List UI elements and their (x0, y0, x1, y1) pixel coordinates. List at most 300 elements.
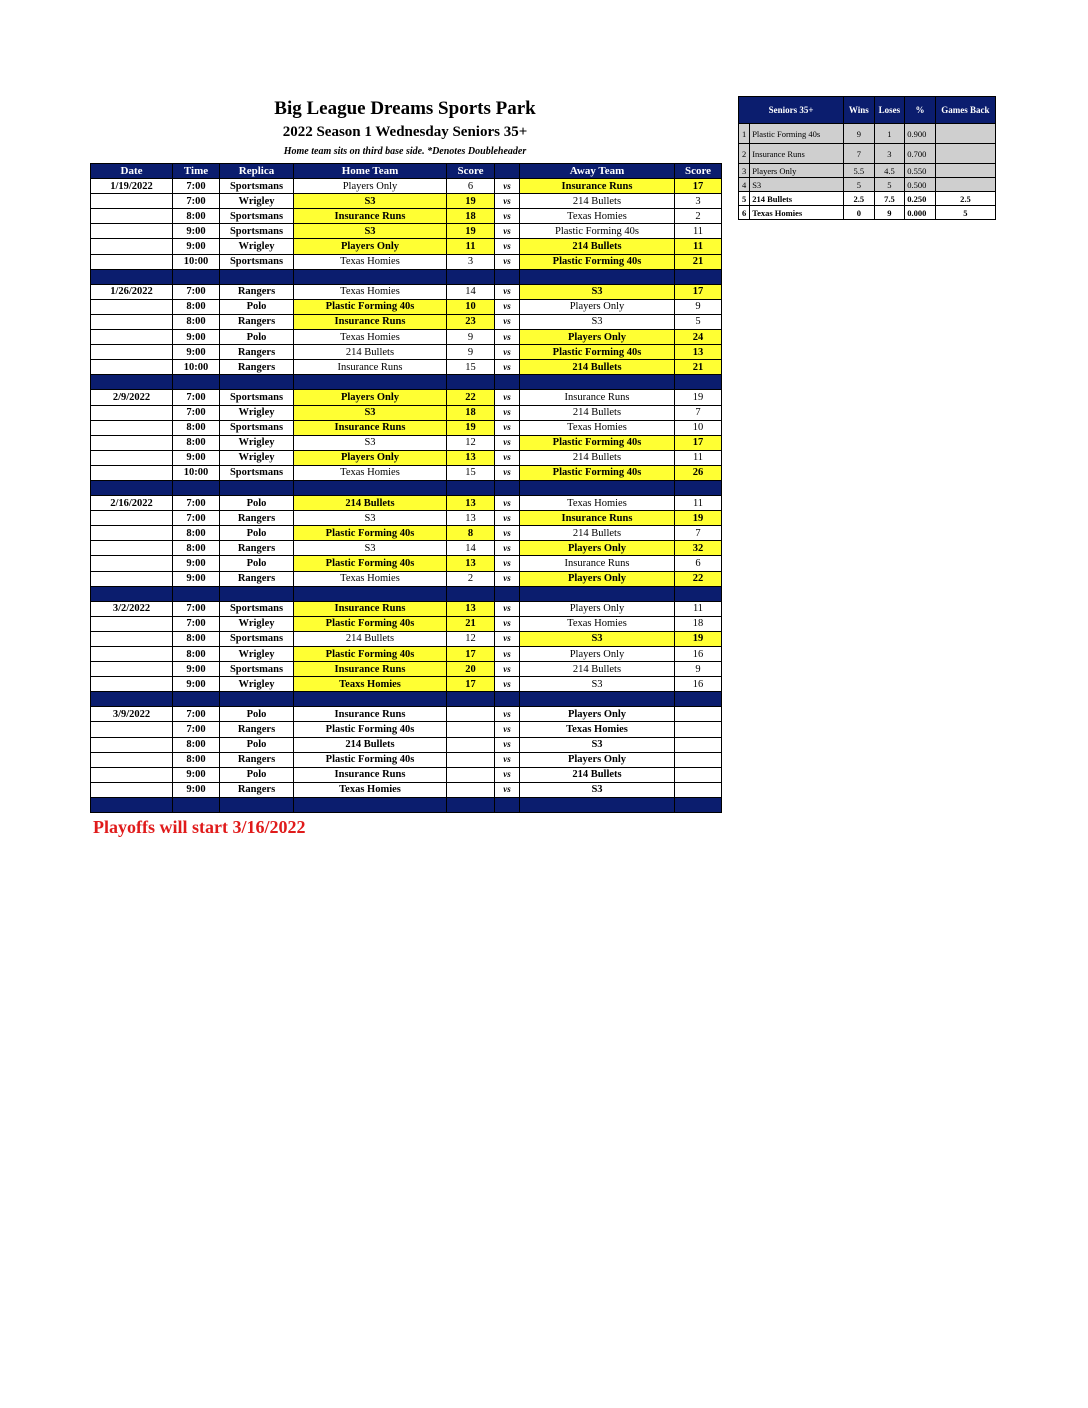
date-cell (91, 677, 173, 692)
date-cell: 1/19/2022 (91, 179, 173, 194)
home-team-cell: Texas Homies (294, 571, 447, 586)
time-cell: 9:00 (173, 450, 220, 465)
rank-cell: 1 (739, 124, 750, 144)
home-team-cell: Players Only (294, 239, 447, 254)
standings-row (739, 144, 996, 164)
table-row (91, 330, 722, 345)
rank-cell: 2 (739, 144, 750, 164)
away-team-cell: Players Only (520, 330, 675, 345)
away-team-cell: Insurance Runs (520, 511, 675, 526)
time-cell: 9:00 (173, 239, 220, 254)
table-row (91, 179, 722, 194)
separator-cell (495, 375, 520, 390)
replica-cell: Wrigley (220, 239, 294, 254)
away-team-cell: Players Only (520, 299, 675, 314)
separator-cell (220, 797, 294, 812)
date-cell: 2/16/2022 (91, 496, 173, 511)
home-score-cell (447, 707, 495, 722)
time-cell: 10:00 (173, 254, 220, 269)
separator-cell (520, 375, 675, 390)
table-row (91, 631, 722, 646)
replica-cell: Rangers (220, 511, 294, 526)
home-score-cell: 21 (447, 616, 495, 631)
replica-cell: Rangers (220, 345, 294, 360)
vs-cell: vs (495, 179, 520, 194)
replica-cell: Sportsmans (220, 631, 294, 646)
vs-cell: vs (495, 345, 520, 360)
replica-cell: Sportsmans (220, 390, 294, 405)
home-team-cell: 214 Bullets (294, 737, 447, 752)
home-score-cell: 13 (447, 450, 495, 465)
games-back-cell (935, 178, 995, 192)
time-cell: 8:00 (173, 752, 220, 767)
separator-cell (675, 375, 722, 390)
time-cell: 9:00 (173, 345, 220, 360)
loses-cell: 9 (874, 206, 905, 220)
away-score-cell: 10 (675, 420, 722, 435)
team-cell: S3 (750, 178, 844, 192)
home-team-cell: Players Only (294, 450, 447, 465)
table-row (91, 752, 722, 767)
wins-cell: 5.5 (844, 164, 875, 178)
away-score-cell: 17 (675, 284, 722, 299)
team-cell: Insurance Runs (750, 144, 844, 164)
date-cell (91, 194, 173, 209)
away-team-cell: 214 Bullets (520, 194, 675, 209)
date-cell (91, 752, 173, 767)
replica-cell: Sportsmans (220, 179, 294, 194)
away-score-cell: 6 (675, 556, 722, 571)
home-score-cell: 12 (447, 435, 495, 450)
vs-cell: vs (495, 616, 520, 631)
home-score-cell: 3 (447, 254, 495, 269)
separator-cell (91, 586, 173, 601)
away-score-cell: 26 (675, 465, 722, 480)
away-team-cell: Players Only (520, 601, 675, 616)
home-score-cell (447, 782, 495, 797)
wins-cell: 2.5 (844, 192, 875, 206)
replica-cell: Polo (220, 707, 294, 722)
home-team-cell: Texas Homies (294, 254, 447, 269)
replica-cell: Rangers (220, 314, 294, 329)
standings-table (738, 96, 996, 220)
table-row (91, 496, 722, 511)
date-cell (91, 526, 173, 541)
away-team-cell: S3 (520, 314, 675, 329)
vs-cell: vs (495, 631, 520, 646)
pct-cell: 0.550 (905, 164, 936, 178)
time-cell: 8:00 (173, 541, 220, 556)
date-cell (91, 737, 173, 752)
home-score-cell: 20 (447, 662, 495, 677)
away-team-cell: Players Only (520, 752, 675, 767)
standings-body (739, 124, 996, 220)
separator-cell (294, 692, 447, 707)
vs-cell: vs (495, 707, 520, 722)
pct-cell: 0.000 (905, 206, 936, 220)
vs-cell: vs (495, 390, 520, 405)
home-team-cell: Players Only (294, 390, 447, 405)
home-score-cell: 14 (447, 541, 495, 556)
time-cell: 7:00 (173, 722, 220, 737)
col-time: Time (173, 164, 220, 179)
home-score-cell (447, 737, 495, 752)
date-cell (91, 647, 173, 662)
away-score-cell: 9 (675, 662, 722, 677)
loses-cell: 5 (874, 178, 905, 192)
date-cell (91, 299, 173, 314)
date-cell (91, 782, 173, 797)
games-back-cell: 5 (935, 206, 995, 220)
separator-cell (520, 692, 675, 707)
date-cell (91, 254, 173, 269)
home-score-cell: 19 (447, 224, 495, 239)
team-cell: 214 Bullets (750, 192, 844, 206)
standings-col-loses: Loses (874, 97, 905, 124)
time-cell: 8:00 (173, 299, 220, 314)
separator-cell (294, 480, 447, 495)
separator-cell (675, 480, 722, 495)
separator-cell (520, 269, 675, 284)
replica-cell: Rangers (220, 571, 294, 586)
loses-cell: 7.5 (874, 192, 905, 206)
vs-cell: vs (495, 284, 520, 299)
home-score-cell: 14 (447, 284, 495, 299)
replica-cell: Sportsmans (220, 420, 294, 435)
time-cell: 7:00 (173, 194, 220, 209)
col-away-score: Score (675, 164, 722, 179)
home-team-cell: Players Only (294, 179, 447, 194)
separator-cell (447, 586, 495, 601)
table-row (91, 541, 722, 556)
home-score-cell (447, 722, 495, 737)
home-team-cell: Insurance Runs (294, 420, 447, 435)
table-row (91, 707, 722, 722)
separator-cell (495, 692, 520, 707)
replica-cell: Polo (220, 526, 294, 541)
time-cell: 7:00 (173, 390, 220, 405)
vs-cell: vs (495, 224, 520, 239)
away-score-cell: 11 (675, 496, 722, 511)
vs-cell: vs (495, 571, 520, 586)
separator-cell (520, 480, 675, 495)
home-score-cell: 8 (447, 526, 495, 541)
table-row (91, 782, 722, 797)
wins-cell: 9 (844, 124, 875, 144)
separator-cell (447, 375, 495, 390)
vs-cell: vs (495, 465, 520, 480)
away-score-cell (675, 782, 722, 797)
vs-cell: vs (495, 752, 520, 767)
week-separator (91, 375, 722, 390)
away-score-cell: 19 (675, 390, 722, 405)
schedule-header-row (91, 164, 722, 179)
vs-cell: vs (495, 767, 520, 782)
away-team-cell: Players Only (520, 541, 675, 556)
away-score-cell: 22 (675, 571, 722, 586)
home-score-cell: 12 (447, 631, 495, 646)
date-cell (91, 616, 173, 631)
away-team-cell: 214 Bullets (520, 405, 675, 420)
vs-cell: vs (495, 526, 520, 541)
separator-cell (173, 586, 220, 601)
table-row (91, 360, 722, 375)
home-score-cell: 23 (447, 314, 495, 329)
date-cell (91, 420, 173, 435)
home-score-cell: 18 (447, 405, 495, 420)
separator-cell (220, 375, 294, 390)
table-row (91, 209, 722, 224)
date-cell (91, 405, 173, 420)
replica-cell: Sportsmans (220, 601, 294, 616)
rank-cell: 5 (739, 192, 750, 206)
wins-cell: 7 (844, 144, 875, 164)
away-score-cell: 21 (675, 254, 722, 269)
home-team-cell: Plastic Forming 40s (294, 752, 447, 767)
away-score-cell: 32 (675, 541, 722, 556)
pct-cell: 0.500 (905, 178, 936, 192)
standings-row (739, 124, 996, 144)
separator-cell (173, 797, 220, 812)
away-score-cell (675, 722, 722, 737)
home-score-cell: 17 (447, 647, 495, 662)
standings-row (739, 206, 996, 220)
rank-cell: 6 (739, 206, 750, 220)
time-cell: 9:00 (173, 330, 220, 345)
away-team-cell: Plastic Forming 40s (520, 345, 675, 360)
vs-cell: vs (495, 405, 520, 420)
table-row (91, 737, 722, 752)
date-cell (91, 767, 173, 782)
time-cell: 7:00 (173, 496, 220, 511)
date-cell: 1/26/2022 (91, 284, 173, 299)
replica-cell: Rangers (220, 284, 294, 299)
away-score-cell: 11 (675, 224, 722, 239)
vs-cell: vs (495, 330, 520, 345)
home-team-cell: Insurance Runs (294, 360, 447, 375)
date-cell (91, 345, 173, 360)
table-row (91, 345, 722, 360)
home-team-cell: 214 Bullets (294, 631, 447, 646)
away-team-cell: Plastic Forming 40s (520, 465, 675, 480)
table-row (91, 435, 722, 450)
home-team-cell: S3 (294, 405, 447, 420)
home-score-cell: 13 (447, 601, 495, 616)
vs-cell: vs (495, 782, 520, 797)
away-team-cell: Texas Homies (520, 420, 675, 435)
replica-cell: Sportsmans (220, 224, 294, 239)
time-cell: 7:00 (173, 179, 220, 194)
vs-cell: vs (495, 360, 520, 375)
home-team-cell: Plastic Forming 40s (294, 526, 447, 541)
home-score-cell: 19 (447, 194, 495, 209)
wins-cell: 5 (844, 178, 875, 192)
table-row (91, 299, 722, 314)
time-cell: 9:00 (173, 571, 220, 586)
away-score-cell: 17 (675, 435, 722, 450)
standings-division: Seniors 35+ (739, 97, 844, 124)
col-date: Date (91, 164, 173, 179)
replica-cell: Rangers (220, 782, 294, 797)
replica-cell: Wrigley (220, 435, 294, 450)
table-row (91, 284, 722, 299)
col-away-team: Away Team (520, 164, 675, 179)
away-score-cell: 16 (675, 647, 722, 662)
date-cell (91, 511, 173, 526)
time-cell: 9:00 (173, 782, 220, 797)
away-score-cell: 11 (675, 239, 722, 254)
time-cell: 8:00 (173, 314, 220, 329)
home-score-cell: 13 (447, 511, 495, 526)
time-cell: 9:00 (173, 677, 220, 692)
separator-cell (91, 692, 173, 707)
date-cell (91, 314, 173, 329)
vs-cell: vs (495, 254, 520, 269)
time-cell: 9:00 (173, 224, 220, 239)
away-score-cell: 13 (675, 345, 722, 360)
playoffs-note: Playoffs will start 3/16/2022 (93, 817, 306, 837)
replica-cell: Sportsmans (220, 254, 294, 269)
away-team-cell: Plastic Forming 40s (520, 224, 675, 239)
time-cell: 7:00 (173, 707, 220, 722)
vs-cell: vs (495, 601, 520, 616)
week-separator (91, 480, 722, 495)
time-cell: 8:00 (173, 631, 220, 646)
table-row (91, 239, 722, 254)
week-separator (91, 586, 722, 601)
replica-cell: Sportsmans (220, 209, 294, 224)
standings-row (739, 192, 996, 206)
page-subtitle: 2022 Season 1 Wednesday Seniors 35+ (282, 124, 528, 140)
loses-cell: 3 (874, 144, 905, 164)
separator-cell (294, 375, 447, 390)
page-title: Big League Dreams Sports Park (274, 98, 536, 119)
loses-cell: 4.5 (874, 164, 905, 178)
date-cell (91, 662, 173, 677)
rank-cell: 4 (739, 178, 750, 192)
wins-cell: 0 (844, 206, 875, 220)
away-score-cell: 21 (675, 360, 722, 375)
separator-cell (520, 586, 675, 601)
games-back-cell (935, 124, 995, 144)
vs-cell: vs (495, 556, 520, 571)
replica-cell: Sportsmans (220, 465, 294, 480)
replica-cell: Wrigley (220, 405, 294, 420)
games-back-cell: 2.5 (935, 192, 995, 206)
replica-cell: Polo (220, 767, 294, 782)
time-cell: 8:00 (173, 435, 220, 450)
time-cell: 8:00 (173, 209, 220, 224)
away-score-cell (675, 707, 722, 722)
away-team-cell: S3 (520, 677, 675, 692)
away-team-cell: Insurance Runs (520, 556, 675, 571)
separator-cell (495, 269, 520, 284)
home-team-cell: 214 Bullets (294, 496, 447, 511)
time-cell: 7:00 (173, 284, 220, 299)
date-cell (91, 465, 173, 480)
col-home-score: Score (447, 164, 495, 179)
home-team-cell: Insurance Runs (294, 662, 447, 677)
replica-cell: Wrigley (220, 450, 294, 465)
away-team-cell: Players Only (520, 571, 675, 586)
table-row (91, 647, 722, 662)
separator-cell (447, 797, 495, 812)
away-team-cell: Plastic Forming 40s (520, 435, 675, 450)
home-team-cell: S3 (294, 435, 447, 450)
separator-cell (91, 269, 173, 284)
time-cell: 8:00 (173, 737, 220, 752)
date-cell (91, 330, 173, 345)
replica-cell: Wrigley (220, 677, 294, 692)
home-score-cell: 15 (447, 360, 495, 375)
replica-cell: Rangers (220, 752, 294, 767)
away-score-cell: 9 (675, 299, 722, 314)
date-cell (91, 541, 173, 556)
away-score-cell: 19 (675, 631, 722, 646)
home-score-cell: 11 (447, 239, 495, 254)
home-score-cell: 17 (447, 677, 495, 692)
separator-cell (495, 586, 520, 601)
date-cell (91, 571, 173, 586)
separator-cell (173, 375, 220, 390)
time-cell: 7:00 (173, 405, 220, 420)
replica-cell: Rangers (220, 722, 294, 737)
away-team-cell: Texas Homies (520, 496, 675, 511)
table-row (91, 254, 722, 269)
schedule-table (90, 163, 722, 813)
home-team-cell: S3 (294, 194, 447, 209)
home-score-cell: 15 (447, 465, 495, 480)
date-cell (91, 556, 173, 571)
vs-cell: vs (495, 511, 520, 526)
away-score-cell: 2 (675, 209, 722, 224)
away-team-cell: 214 Bullets (520, 450, 675, 465)
home-score-cell: 6 (447, 179, 495, 194)
date-cell (91, 239, 173, 254)
separator-cell (173, 692, 220, 707)
away-score-cell: 24 (675, 330, 722, 345)
rank-cell: 3 (739, 164, 750, 178)
away-team-cell: Plastic Forming 40s (520, 254, 675, 269)
separator-cell (294, 586, 447, 601)
time-cell: 10:00 (173, 465, 220, 480)
table-row (91, 420, 722, 435)
away-score-cell: 5 (675, 314, 722, 329)
home-score-cell: 13 (447, 556, 495, 571)
home-score-cell: 19 (447, 420, 495, 435)
vs-cell: vs (495, 722, 520, 737)
header-note: Home team sits on third base side. *Denotes Doubleheader (283, 146, 527, 157)
home-team-cell: S3 (294, 224, 447, 239)
date-cell (91, 360, 173, 375)
pct-cell: 0.250 (905, 192, 936, 206)
home-team-cell: Insurance Runs (294, 209, 447, 224)
table-row (91, 314, 722, 329)
games-back-cell (935, 144, 995, 164)
table-row (91, 722, 722, 737)
separator-cell (91, 797, 173, 812)
away-team-cell: Insurance Runs (520, 390, 675, 405)
home-score-cell: 22 (447, 390, 495, 405)
pct-cell: 0.700 (905, 144, 936, 164)
away-team-cell: Insurance Runs (520, 179, 675, 194)
home-score-cell: 9 (447, 345, 495, 360)
date-cell (91, 435, 173, 450)
vs-cell: vs (495, 209, 520, 224)
away-team-cell: S3 (520, 631, 675, 646)
away-score-cell (675, 737, 722, 752)
vs-cell: vs (495, 420, 520, 435)
